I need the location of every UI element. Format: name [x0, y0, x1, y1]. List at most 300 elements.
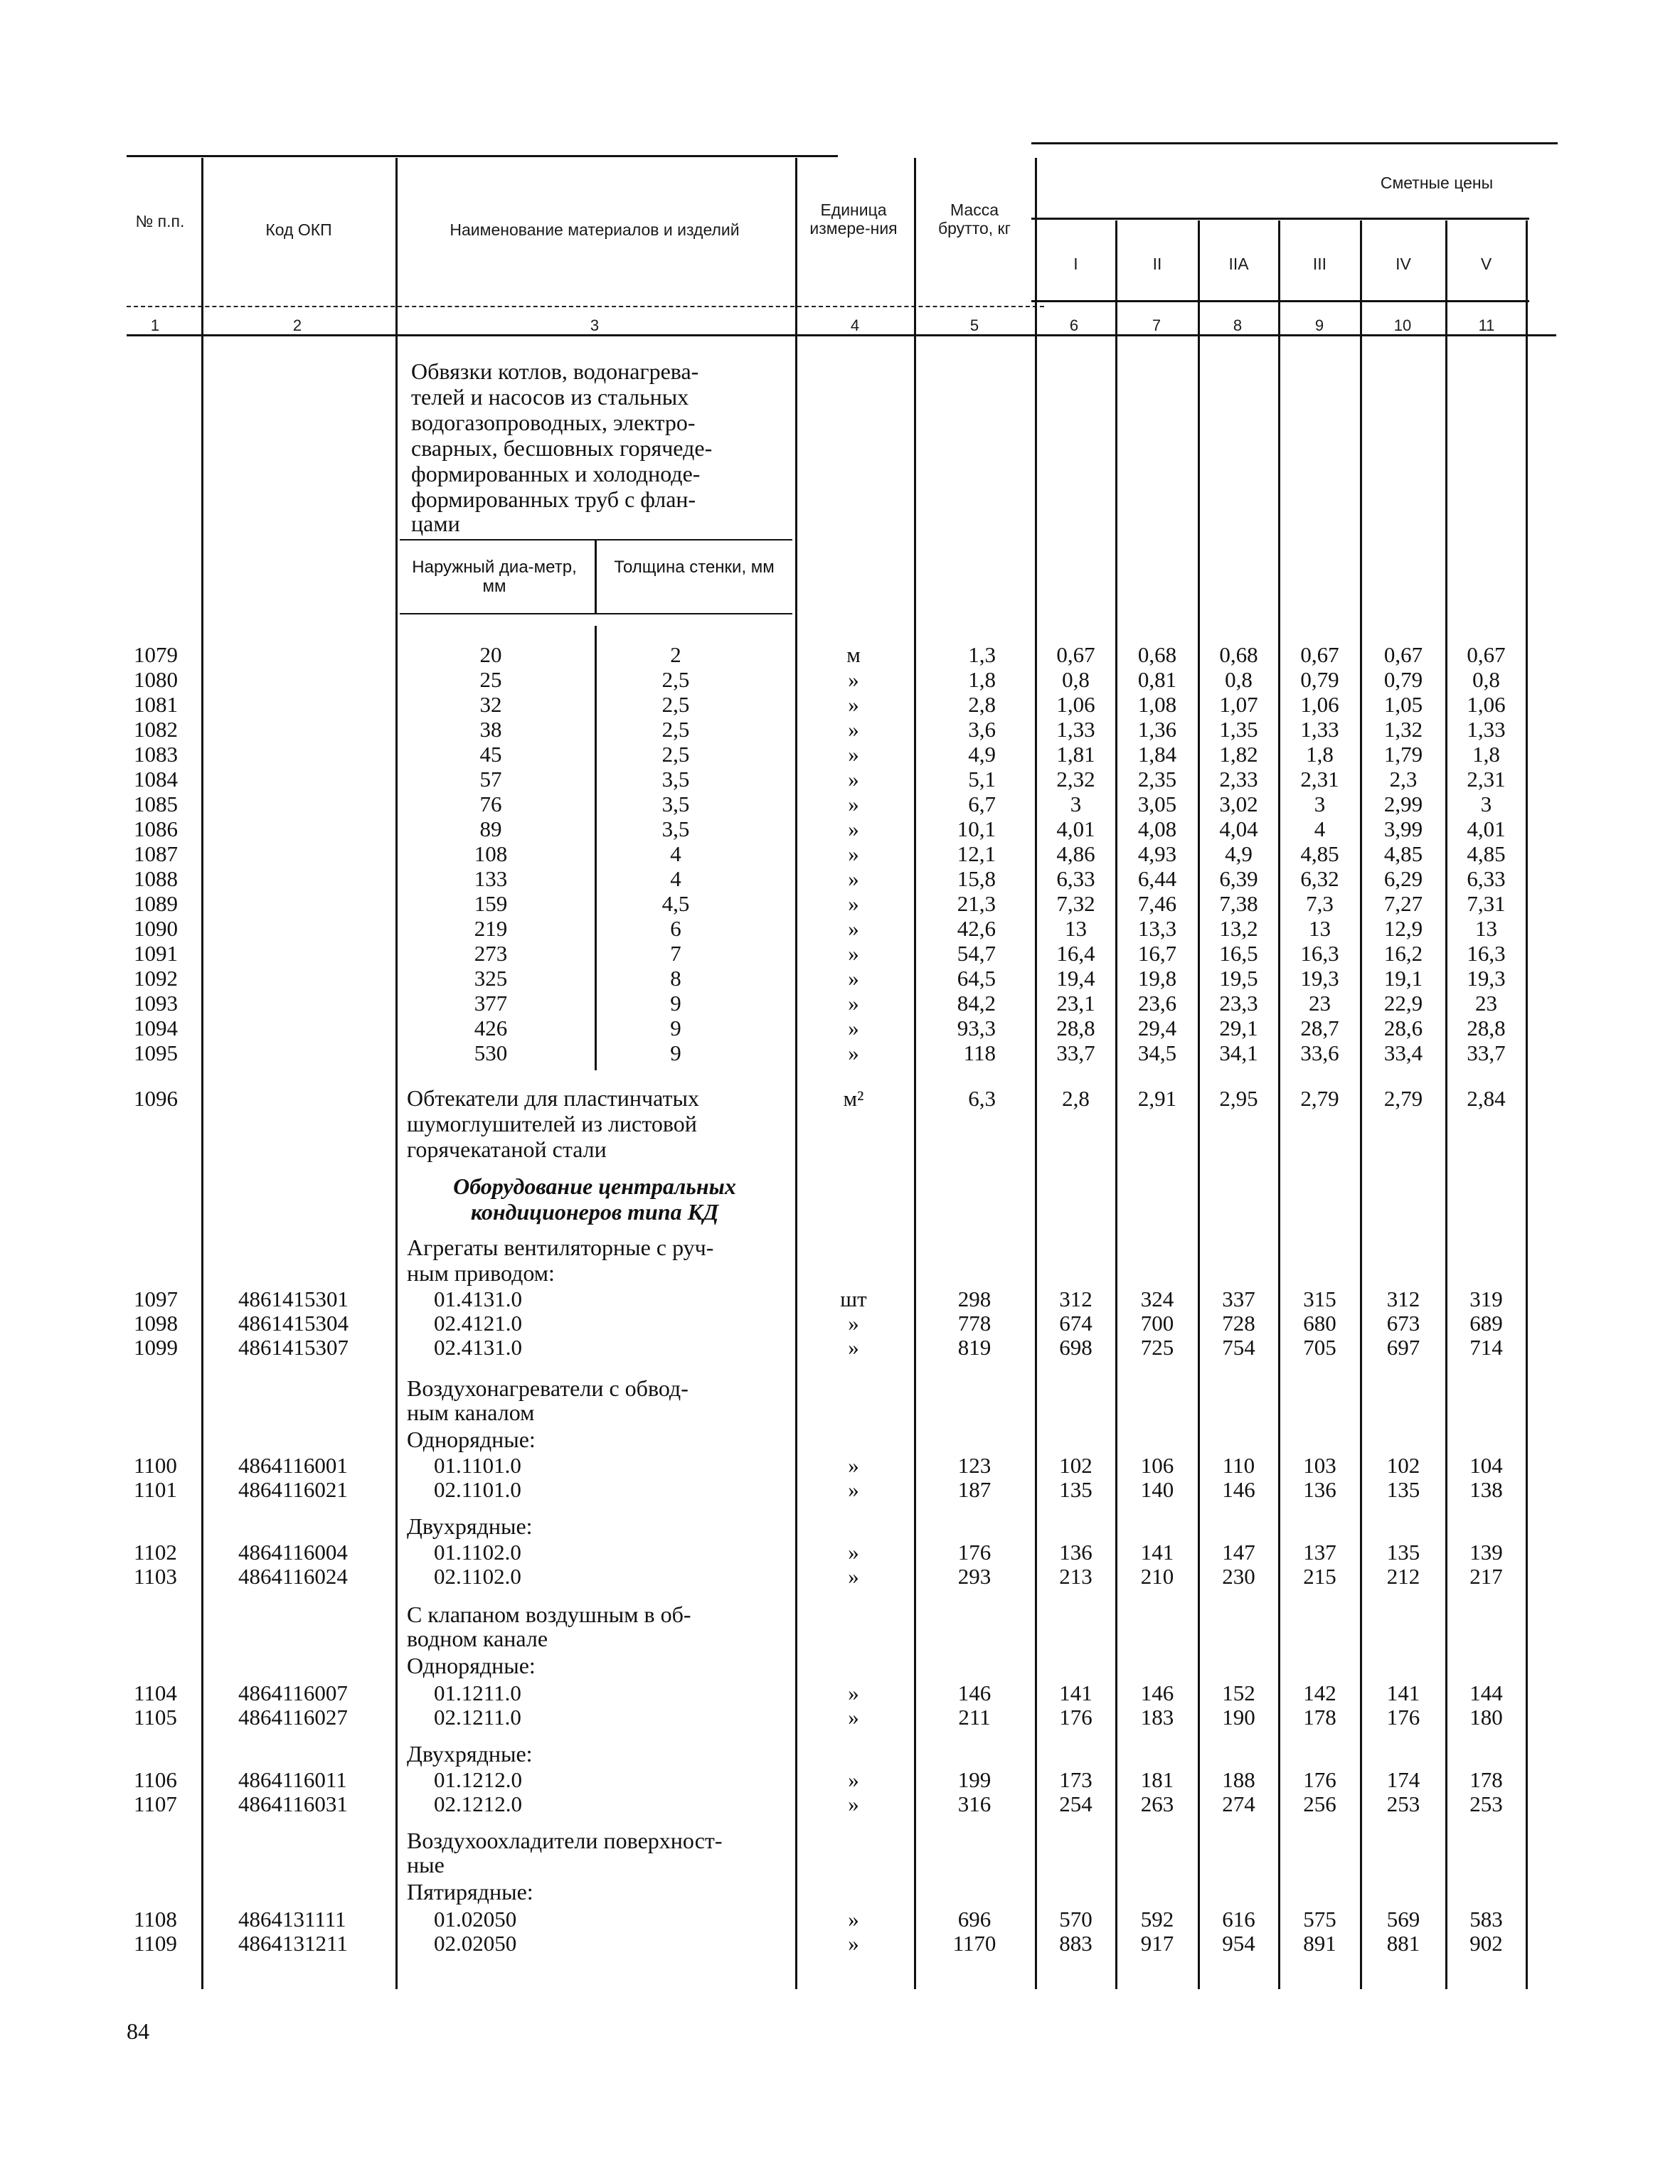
- zone-header: IIA: [1228, 255, 1249, 273]
- price-cell: 19,4: [1056, 966, 1095, 991]
- price-cell: 674: [1059, 1311, 1092, 1336]
- unit-cell: »: [848, 1477, 859, 1502]
- wall-cell: 2,5: [661, 742, 690, 767]
- price-cell: 142: [1303, 1680, 1336, 1705]
- price-cell: 1,36: [1137, 717, 1177, 742]
- price-cell: 217: [1469, 1564, 1503, 1589]
- group-label: Двухрядные:: [407, 1513, 533, 1539]
- mass-cell: 819: [957, 1335, 991, 1360]
- price-cell: 7,32: [1056, 891, 1095, 916]
- price-cell: 3: [1480, 792, 1492, 816]
- price-cell: 180: [1469, 1705, 1503, 1730]
- price-cell: 19,8: [1137, 966, 1177, 991]
- mass-cell: 54,7: [957, 941, 996, 966]
- item-name-line: Обтекатели для пластинчатых: [407, 1085, 699, 1111]
- price-cell: 19,5: [1219, 966, 1258, 991]
- mass-cell: 146: [957, 1680, 991, 1705]
- header-unit: Единица измере-ния: [809, 201, 898, 238]
- price-cell: 4,85: [1300, 841, 1339, 866]
- header-num: № п.п.: [135, 212, 185, 230]
- price-cell: 3,05: [1137, 792, 1177, 816]
- header-dash-rule: [127, 306, 1044, 307]
- unit-cell: »: [848, 767, 859, 792]
- zone-header: IV: [1395, 255, 1411, 273]
- mass-cell: 187: [957, 1477, 991, 1502]
- group-label: С клапаном воздушным в об-: [407, 1602, 691, 1627]
- item-name: 02.1211.0: [434, 1705, 521, 1730]
- unit-cell: »: [848, 916, 859, 941]
- unit-cell: »: [848, 991, 859, 1016]
- price-cell: 16,2: [1383, 941, 1423, 966]
- price-cell: 714: [1469, 1335, 1503, 1360]
- okp-code: 4864116027: [238, 1705, 348, 1730]
- price-cell: 146: [1140, 1680, 1174, 1705]
- price-cell: 1,8: [1306, 742, 1334, 767]
- price-cell: 4,9: [1225, 841, 1253, 866]
- wall-cell: 3,5: [661, 792, 690, 816]
- price-cell: 176: [1059, 1705, 1092, 1730]
- price-cell: 575: [1303, 1907, 1336, 1932]
- item-name: 01.1102.0: [434, 1540, 521, 1565]
- col-divider: [201, 158, 203, 1989]
- header-okp: Код ОКП: [265, 220, 332, 239]
- column-number: 4: [850, 316, 860, 334]
- wall-cell: 4: [670, 866, 681, 891]
- price-cell: 4,86: [1056, 841, 1095, 866]
- group-label: Двухрядные:: [407, 1741, 533, 1767]
- price-cell: 141: [1386, 1680, 1420, 1705]
- sub-header-diameter: Наружный диа-метр, мм: [412, 558, 577, 596]
- price-cell: 137: [1303, 1540, 1336, 1565]
- price-cell: 902: [1469, 1931, 1503, 1956]
- wall-cell: 4,5: [661, 891, 690, 916]
- prices-sub-rule: [1031, 218, 1529, 220]
- price-cell: 29,1: [1219, 1016, 1258, 1040]
- okp-code: 4864131111: [238, 1907, 346, 1932]
- row-number: 1100: [134, 1453, 177, 1478]
- price-cell: 136: [1303, 1477, 1336, 1502]
- price-cell: 4,04: [1219, 816, 1258, 841]
- table-top-rule: [127, 155, 838, 157]
- column-number: 3: [590, 316, 600, 334]
- price-cell: 754: [1222, 1335, 1255, 1360]
- col-divider: [1526, 220, 1528, 1989]
- price-cell: 725: [1140, 1335, 1174, 1360]
- zone-header: II: [1152, 255, 1162, 273]
- price-cell: 6,39: [1219, 866, 1258, 891]
- item-name-line: шумоглушителей из листовой: [407, 1111, 697, 1136]
- wall-cell: 6: [670, 916, 681, 941]
- item-name: 01.1211.0: [434, 1680, 521, 1705]
- row-number: 1092: [134, 966, 178, 991]
- mass-cell: 199: [957, 1767, 991, 1792]
- price-cell: 16,7: [1137, 941, 1177, 966]
- zone-header: III: [1312, 255, 1327, 273]
- wall-cell: 2,5: [661, 717, 690, 742]
- price-cell: 6,32: [1300, 866, 1339, 891]
- price-cell: 0,67: [1383, 642, 1423, 667]
- unit-cell: »: [848, 1540, 859, 1565]
- price-cell: 697: [1386, 1335, 1420, 1360]
- row-number: 1098: [134, 1311, 178, 1336]
- mass-cell: 6,7: [968, 792, 996, 816]
- table-top-rule-right: [1031, 142, 1558, 144]
- price-cell: 0,67: [1467, 642, 1506, 667]
- diameter-cell: 38: [479, 717, 502, 742]
- price-cell: 7,27: [1383, 891, 1423, 916]
- unit-cell: »: [848, 792, 859, 816]
- row-number: 1089: [134, 891, 178, 916]
- price-cell: 183: [1140, 1705, 1174, 1730]
- mass-cell: 10,1: [957, 816, 996, 841]
- price-cell: 19,3: [1467, 966, 1506, 991]
- price-cell: 103: [1303, 1453, 1336, 1478]
- unit-cell: »: [848, 1931, 859, 1956]
- row-number: 1103: [134, 1564, 177, 1589]
- row-number: 1109: [134, 1931, 177, 1956]
- row-number: 1090: [134, 916, 178, 941]
- unit-cell: »: [848, 891, 859, 916]
- price-cell: 4,08: [1137, 816, 1177, 841]
- price-cell: 256: [1303, 1791, 1336, 1816]
- price-cell: 319: [1469, 1287, 1503, 1311]
- row-number: 1081: [134, 692, 178, 717]
- group-label: водном канале: [407, 1626, 548, 1651]
- unit-cell: м²: [843, 1086, 864, 1111]
- sub-header-wall: Толщина стенки, мм: [614, 558, 775, 577]
- unit-cell: »: [848, 1564, 859, 1589]
- item-name: 02.1212.0: [434, 1791, 522, 1816]
- price-cell: 1,33: [1300, 717, 1339, 742]
- mass-cell: 5,1: [968, 767, 996, 792]
- mass-cell: 93,3: [957, 1016, 996, 1040]
- price-cell: 0,8: [1225, 667, 1253, 692]
- price-cell: 23,6: [1137, 991, 1177, 1016]
- mass-cell: 2,8: [968, 692, 996, 717]
- item-name: 01.02050: [434, 1907, 517, 1932]
- price-cell: 28,6: [1383, 1016, 1423, 1040]
- price-cell: 2,84: [1467, 1086, 1506, 1111]
- column-number: 9: [1314, 316, 1324, 334]
- section2-title-line: кондиционеров типа КД: [470, 1199, 719, 1225]
- price-cell: 1,06: [1300, 692, 1339, 717]
- unit-cell: »: [848, 1907, 859, 1932]
- group-label: Воздухоохладители поверхност-: [407, 1828, 723, 1853]
- price-cell: 176: [1386, 1705, 1420, 1730]
- mass-cell: 298: [957, 1287, 991, 1311]
- mass-cell: 15,8: [957, 866, 996, 891]
- price-cell: 147: [1222, 1540, 1255, 1565]
- item-name: 02.4121.0: [434, 1311, 522, 1336]
- price-cell: 0,67: [1300, 642, 1339, 667]
- unit-cell: »: [848, 816, 859, 841]
- price-cell: 673: [1386, 1311, 1420, 1336]
- header-mass: Масса брутто, кг: [937, 201, 1011, 238]
- diameter-cell: 273: [474, 941, 508, 966]
- row-number: 1087: [134, 841, 178, 866]
- price-cell: 1,32: [1383, 717, 1423, 742]
- price-cell: 312: [1059, 1287, 1092, 1311]
- group-label: Пятирядные:: [407, 1879, 533, 1905]
- item-name: 01.4131.0: [434, 1287, 522, 1311]
- price-cell: 7,3: [1306, 891, 1334, 916]
- section1-title-line: телей и насосов из стальных: [411, 384, 689, 410]
- row-number: 1080: [134, 667, 178, 692]
- mass-cell: 118: [963, 1040, 996, 1065]
- item-name: 01.1101.0: [434, 1453, 521, 1478]
- diameter-cell: 108: [474, 841, 508, 866]
- price-cell: 190: [1222, 1705, 1255, 1730]
- price-cell: 2,79: [1383, 1086, 1423, 1111]
- unit-cell: »: [848, 692, 859, 717]
- column-number: 6: [1069, 316, 1079, 334]
- price-cell: 213: [1059, 1564, 1092, 1589]
- unit-cell: »: [848, 866, 859, 891]
- price-cell: 7,46: [1137, 891, 1177, 916]
- mass-cell: 84,2: [957, 991, 996, 1016]
- group-label: ным приводом:: [407, 1260, 555, 1286]
- price-cell: 19,1: [1383, 966, 1423, 991]
- price-cell: 324: [1140, 1287, 1174, 1311]
- price-cell: 19,3: [1300, 966, 1339, 991]
- diam-wall-divider: [595, 626, 597, 1070]
- price-cell: 4,85: [1467, 841, 1506, 866]
- price-cell: 689: [1469, 1311, 1503, 1336]
- okp-code: 4861415301: [238, 1287, 349, 1311]
- price-cell: 23: [1475, 991, 1497, 1016]
- price-cell: 3: [1070, 792, 1082, 816]
- wall-cell: 2,5: [661, 692, 690, 717]
- unit-cell: »: [848, 717, 859, 742]
- price-cell: 13,3: [1137, 916, 1177, 941]
- price-cell: 2,91: [1137, 1086, 1177, 1111]
- wall-cell: 7: [670, 941, 681, 966]
- price-cell: 4,01: [1467, 816, 1506, 841]
- price-cell: 274: [1222, 1791, 1255, 1816]
- row-number: 1107: [134, 1791, 177, 1816]
- price-cell: 6,44: [1137, 866, 1177, 891]
- diameter-cell: 76: [479, 792, 502, 816]
- price-cell: 29,4: [1137, 1016, 1177, 1040]
- wall-cell: 9: [670, 991, 681, 1016]
- price-cell: 136: [1059, 1540, 1092, 1565]
- col-divider: [795, 158, 797, 1989]
- okp-code: 4864116024: [238, 1564, 348, 1589]
- section1-title-line: Обвязки котлов, водонагрева-: [411, 358, 699, 384]
- mass-cell: 6,3: [968, 1086, 996, 1111]
- price-cell: 569: [1386, 1907, 1420, 1932]
- price-cell: 3: [1314, 792, 1326, 816]
- okp-code: 4861415307: [238, 1335, 349, 1360]
- column-number: 1: [150, 316, 160, 334]
- price-cell: 1,06: [1467, 692, 1506, 717]
- price-cell: 104: [1469, 1453, 1503, 1478]
- item-name: 02.1101.0: [434, 1477, 521, 1502]
- column-number: 7: [1152, 316, 1161, 334]
- price-cell: 12,9: [1383, 916, 1423, 941]
- mass-cell: 42,6: [957, 916, 996, 941]
- group-label: Однорядные:: [407, 1653, 536, 1678]
- price-cell: 570: [1059, 1907, 1092, 1932]
- column-number: 5: [969, 316, 979, 334]
- price-cell: 34,1: [1219, 1040, 1258, 1065]
- group-label: Агрегаты вентиляторные с руч-: [407, 1235, 714, 1260]
- price-cell: 139: [1469, 1540, 1503, 1565]
- price-cell: 138: [1469, 1477, 1503, 1502]
- item-name: 02.02050: [434, 1931, 517, 1956]
- price-cell: 7,38: [1219, 891, 1258, 916]
- mass-cell: 123: [957, 1453, 991, 1478]
- price-cell: 2,31: [1467, 767, 1506, 792]
- price-cell: 2,79: [1300, 1086, 1339, 1111]
- price-cell: 1,05: [1383, 692, 1423, 717]
- price-cell: 33,6: [1300, 1040, 1339, 1065]
- price-cell: 6,33: [1056, 866, 1095, 891]
- price-cell: 680: [1303, 1311, 1336, 1336]
- group-label: Однорядные:: [407, 1427, 536, 1452]
- price-cell: 337: [1222, 1287, 1255, 1311]
- row-number: 1082: [134, 717, 178, 742]
- price-cell: 110: [1222, 1453, 1255, 1478]
- price-cell: 102: [1059, 1453, 1092, 1478]
- diameter-cell: 45: [479, 742, 502, 767]
- price-cell: 176: [1303, 1767, 1336, 1792]
- mass-cell: 176: [957, 1540, 991, 1565]
- mass-cell: 1,8: [968, 667, 996, 692]
- price-cell: 102: [1386, 1453, 1420, 1478]
- diameter-cell: 377: [474, 991, 508, 1016]
- price-cell: 700: [1140, 1311, 1174, 1336]
- price-cell: 0,81: [1137, 667, 1177, 692]
- unit-cell: м: [846, 642, 861, 667]
- subheader-bottom-rule: [400, 613, 792, 614]
- zone-header: I: [1073, 255, 1078, 273]
- price-cell: 141: [1140, 1540, 1174, 1565]
- diameter-cell: 219: [474, 916, 508, 941]
- price-cell: 16,3: [1300, 941, 1339, 966]
- row-number: 1094: [134, 1016, 178, 1040]
- price-cell: 13: [1309, 916, 1331, 941]
- unit-cell: »: [848, 1680, 859, 1705]
- price-cell: 28,7: [1300, 1016, 1339, 1040]
- unit-cell: шт: [840, 1287, 867, 1311]
- price-cell: 13,2: [1219, 916, 1258, 941]
- price-cell: 106: [1140, 1453, 1174, 1478]
- group-label: ные: [407, 1852, 445, 1877]
- price-cell: 22,9: [1383, 991, 1423, 1016]
- mass-cell: 21,3: [957, 891, 996, 916]
- price-cell: 144: [1469, 1680, 1503, 1705]
- row-number: 1102: [134, 1540, 177, 1565]
- price-cell: 13: [1475, 916, 1497, 941]
- row-number: 1106: [134, 1767, 177, 1792]
- price-cell: 23,3: [1219, 991, 1258, 1016]
- okp-code: 4864116031: [238, 1791, 348, 1816]
- col-divider: [1278, 220, 1280, 1989]
- unit-cell: »: [848, 966, 859, 991]
- section1-title-line: формированных и холодноде-: [411, 461, 701, 486]
- price-cell: 7,31: [1467, 891, 1506, 916]
- okp-code: 4864116004: [238, 1540, 348, 1565]
- price-cell: 1,82: [1219, 742, 1258, 767]
- unit-cell: »: [848, 1335, 859, 1360]
- price-cell: 2,31: [1300, 767, 1339, 792]
- mass-cell: 3,6: [968, 717, 996, 742]
- wall-cell: 9: [670, 1016, 681, 1040]
- mass-cell: 778: [957, 1311, 991, 1336]
- item-name-line: горячекатаной стали: [407, 1136, 607, 1162]
- price-cell: 881: [1386, 1931, 1420, 1956]
- price-cell: 1,33: [1056, 717, 1095, 742]
- price-cell: 28,8: [1467, 1016, 1506, 1040]
- price-cell: 2,32: [1056, 767, 1095, 792]
- header-name: Наименование материалов и изделий: [450, 220, 740, 239]
- header-prices: Сметные цены: [1380, 174, 1494, 192]
- price-cell: 141: [1059, 1680, 1092, 1705]
- okp-code: 4864116011: [238, 1767, 347, 1792]
- price-cell: 16,4: [1056, 941, 1095, 966]
- section1-title-line: формированных труб с флан-: [411, 486, 696, 512]
- price-cell: 152: [1222, 1680, 1255, 1705]
- price-cell: 6,29: [1383, 866, 1423, 891]
- price-cell: 4,93: [1137, 841, 1177, 866]
- price-cell: 0,67: [1056, 642, 1095, 667]
- mass-cell: 12,1: [957, 841, 996, 866]
- price-cell: 140: [1140, 1477, 1174, 1502]
- diameter-cell: 426: [474, 1016, 508, 1040]
- price-cell: 1,06: [1056, 692, 1095, 717]
- unit-cell: »: [848, 667, 859, 692]
- price-cell: 4,85: [1383, 841, 1423, 866]
- item-name: 02.4131.0: [434, 1335, 522, 1360]
- row-number: 1095: [134, 1040, 178, 1065]
- row-number: 1099: [134, 1335, 178, 1360]
- unit-cell: »: [848, 1767, 859, 1792]
- price-cell: 28,8: [1056, 1016, 1095, 1040]
- section1-title-line: водогазопроводных, электро-: [411, 410, 696, 435]
- wall-cell: 9: [670, 1040, 681, 1065]
- section1-title-line: сварных, бесшовных горячеде-: [411, 435, 713, 461]
- price-cell: 263: [1140, 1791, 1174, 1816]
- item-name: 02.1102.0: [434, 1564, 521, 1589]
- price-cell: 728: [1222, 1311, 1255, 1336]
- unit-cell: »: [848, 1016, 859, 1040]
- okp-code: 4864116021: [238, 1477, 348, 1502]
- price-cell: 312: [1386, 1287, 1420, 1311]
- column-number: 10: [1393, 316, 1412, 334]
- price-cell: 0,79: [1383, 667, 1423, 692]
- price-cell: 6,33: [1467, 866, 1506, 891]
- price-cell: 13: [1065, 916, 1087, 941]
- row-number: 1096: [134, 1086, 178, 1111]
- header-rule-right: [1031, 300, 1529, 302]
- diameter-cell: 32: [479, 692, 502, 717]
- price-cell: 2,33: [1219, 767, 1258, 792]
- price-cell: 0,68: [1219, 642, 1258, 667]
- price-cell: 33,4: [1383, 1040, 1423, 1065]
- price-cell: 2,95: [1219, 1086, 1258, 1111]
- price-cell: 174: [1386, 1767, 1420, 1792]
- unit-cell: »: [848, 1040, 859, 1065]
- diameter-cell: 89: [479, 816, 502, 841]
- group-label: ным каналом: [407, 1400, 535, 1425]
- price-cell: 2,8: [1062, 1086, 1090, 1111]
- price-cell: 705: [1303, 1335, 1336, 1360]
- price-cell: 146: [1222, 1477, 1255, 1502]
- price-cell: 178: [1469, 1767, 1503, 1792]
- diameter-cell: 25: [479, 667, 502, 692]
- diameter-cell: 159: [474, 891, 508, 916]
